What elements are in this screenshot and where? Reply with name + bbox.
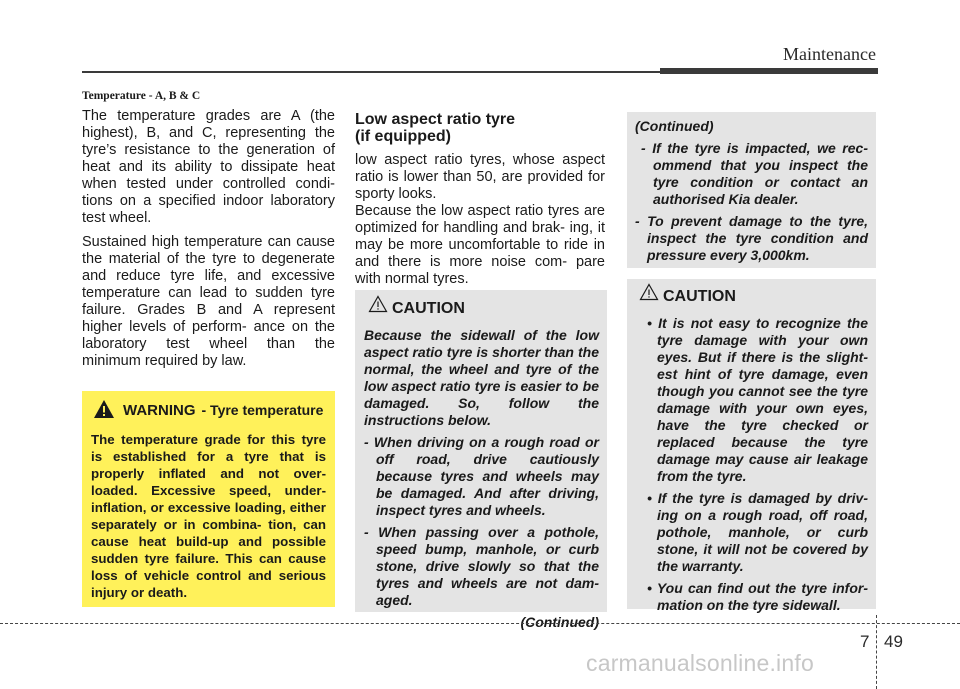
warning-text: The temperature grade for this tyre is established for a tyre that is properly inflated and not over- loaded. Excessive speed, under- inflation, or excessive loading, either separately or in combina- tion, can cause heat build-up and possible sudden tyre failure. This can cause loss of vehicle control and serious injury or death.	[91, 432, 326, 600]
caution-label: CAUTION	[663, 288, 736, 305]
warning-topic: - Tyre temperature	[201, 402, 324, 418]
caution-box-damage	[627, 279, 876, 613]
low-aspect-heading-line1: Low aspect ratio tyre	[355, 111, 516, 128]
caution-bullet-text: It is not easy to recognize the tyre damage with your own eyes. But if there is the slight- est hint of tyre damage, even though you cannot see the tyre damage with your own eyes, have the tyre checked or replaced because the tyre damage may cause air leakage from the tyre.	[657, 315, 868, 484]
low-aspect-paragraph-1: low aspect ratio tyres, whose aspect ratio is lower than 50, are provided for sporty looks.	[355, 152, 605, 202]
low-aspect-heading-line2: (if equipped)	[355, 128, 451, 145]
continued-item-pressure: - To prevent damage to the tyre, inspect the tyre condition and pressure every 3,000km.	[635, 213, 868, 263]
caution-bullet-warranty: • If the tyre is damaged by driv- ing on a rough road, off road, pothole, manhole, or curb stone, it will not be covered by the warranty.	[647, 490, 868, 574]
temperature-paragraph-1: The temperature grades are A (the highest), B, and C, representing the tyre’s resistance to the generation of heat and its ability to dissipate heat when tested under controlled condi- tions on a specified indoor laboratory test wheel.	[82, 108, 335, 226]
caution-header	[635, 288, 868, 306]
section-title: Maintenance	[783, 44, 876, 64]
low-aspect-heading	[355, 111, 605, 145]
warning-label: WARNING	[123, 402, 196, 419]
caution-bullet-text: If the tyre is damaged by driv- ing on a rough road, off road, pothole, manhole, or curb stone, it will not be covered by the warranty.	[657, 490, 868, 574]
caution-header	[364, 300, 599, 318]
page-number-value: 49	[884, 632, 903, 651]
caution-intro: Because the sidewall of the low aspect ratio tyre is shorter than the normal, the wheel and tyre of the low aspect ratio tyre is easier to be damaged. So, follow the instructions below.	[364, 327, 599, 428]
caution-label: CAUTION	[392, 300, 465, 317]
low-aspect-paragraph-2: Because the low aspect ratio tyres are optimized for handling and brak- ing, it may be more uncomfortable to ride in and there is more noise com- pare with normal tyres.	[355, 203, 605, 287]
warning-triangle-icon	[93, 399, 115, 419]
caution-bullet-recognize: • It is not easy to recognize the tyre damage with your own eyes. But if there is the slight- est hint of tyre damage, even though you cannot see the tyre damage with your own eyes, have the tyre checked or replaced because the tyre damage may cause air leakage from the tyre.	[647, 315, 868, 484]
chapter-number: 7	[860, 632, 870, 651]
caution-continued-label: (Continued)	[520, 614, 599, 630]
continued-item-impact: - If the tyre is impacted, we rec- ommend that you inspect the tyre condition or contact an authorised Kia dealer.	[641, 140, 868, 207]
continued-heading: (Continued)	[635, 118, 714, 134]
temperature-paragraph-2: Sustained high temperature can cause the material of the tyre to degenerate and reduce tyre life, and excessive temperature can lead to sudden tyre failure. Grades B and A represent higher levels of perform- ance on the laboratory test wheel than the minimum required by law.	[82, 234, 335, 369]
warning-box	[82, 391, 335, 607]
temperature-subhead: Temperature - A, B & C	[82, 90, 201, 102]
warning-header	[91, 403, 326, 419]
header-rule-thin	[82, 71, 660, 73]
footer-dashed-rule	[0, 623, 960, 624]
column-temperature	[82, 90, 335, 377]
caution-triangle-icon	[639, 283, 659, 301]
caution-item-pothole: - When passing over a pothole, speed bump, manhole, or curb stone, drive slowly so that the tyres and wheels are not dam- aged.	[364, 524, 599, 608]
caution-item-rough-road: - When driving on a rough road or off road, drive cautiously because tyres and wheels may be damaged. And after driving, inspect tyres and wheels.	[364, 434, 599, 518]
watermark: carmanualsonline.info	[586, 650, 814, 676]
column-low-aspect	[355, 111, 605, 288]
caution-bullet-sidewall: • You can find out the tyre infor- mation on the tyre sidewall.	[647, 580, 868, 613]
footer-vertical-rule	[876, 615, 877, 689]
header-rule-thick	[660, 68, 878, 74]
caution-bullet-text: You can find out the tyre infor- mation on the tyre sidewall.	[656, 580, 868, 613]
continued-box	[627, 112, 876, 268]
caution-box-sidewall	[355, 290, 607, 630]
caution-triangle-icon	[368, 295, 388, 313]
